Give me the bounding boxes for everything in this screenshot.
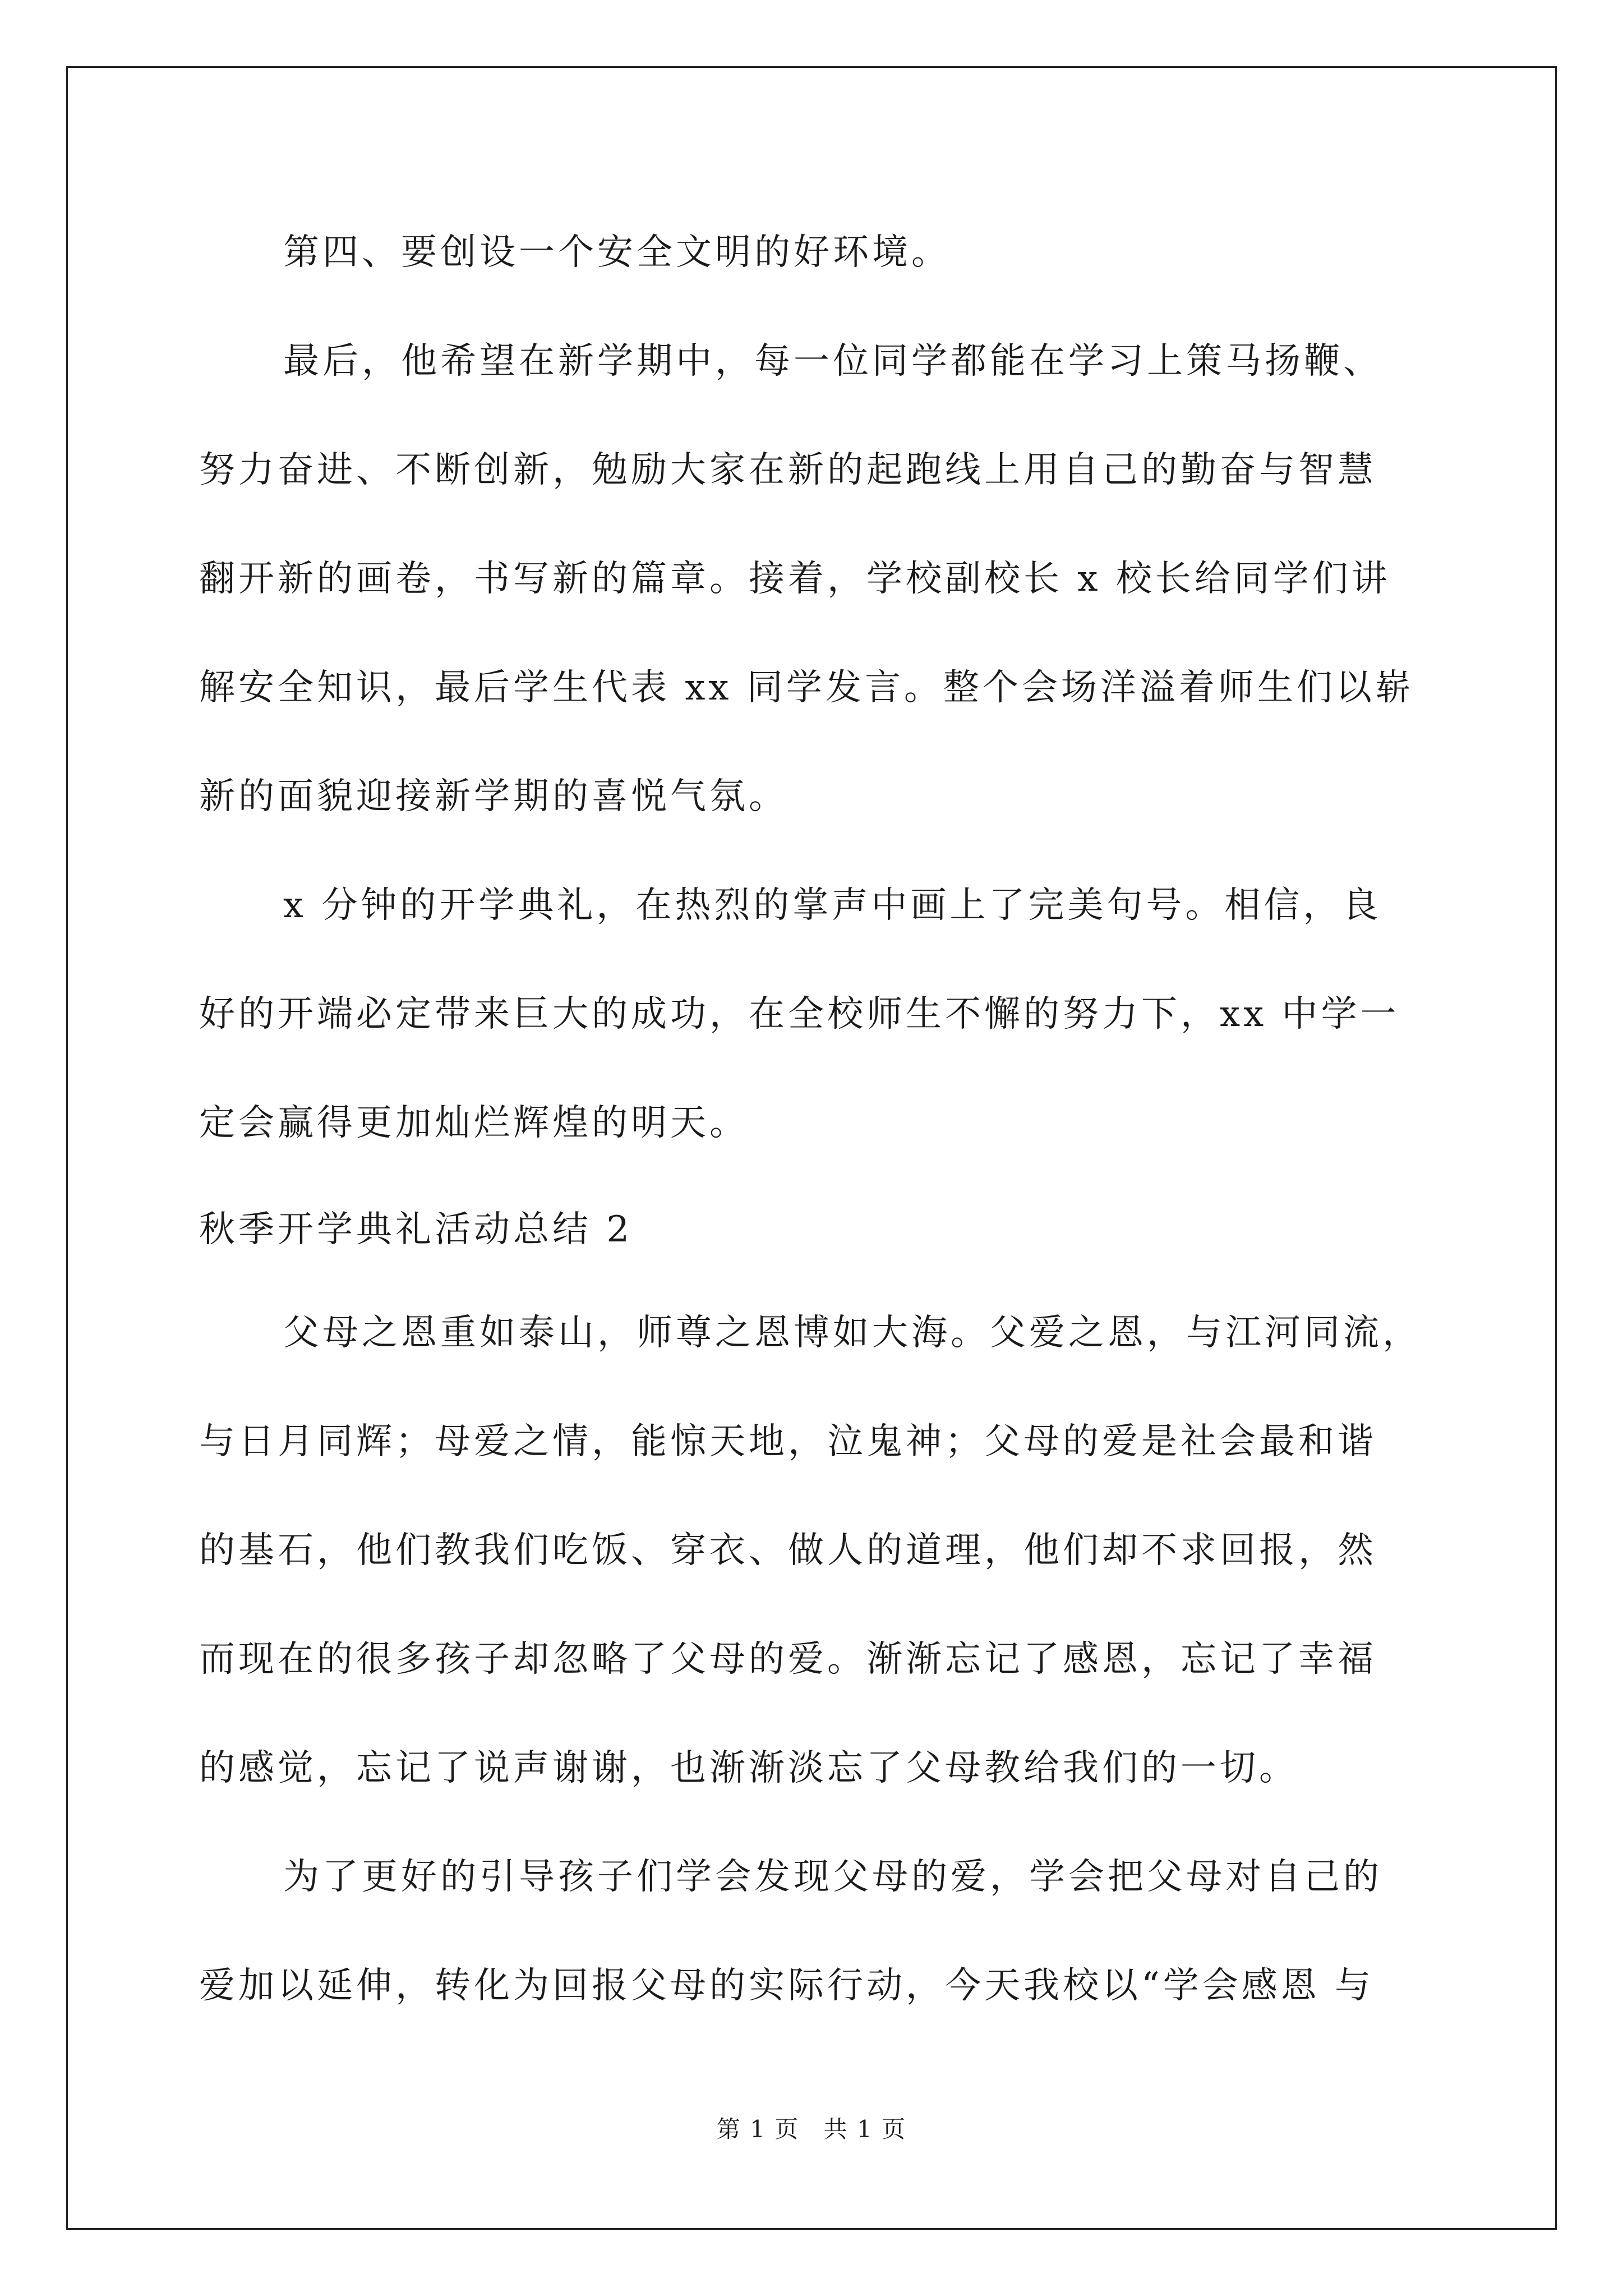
paragraph-line: 新的面貌迎接新学期的喜悦气氛。: [199, 776, 788, 817]
paragraph-line: 解安全知识，最后学生代表 xx 同学发言。整个会场洋溢着师生们以崭: [199, 667, 1414, 708]
page-border: [66, 66, 1557, 2230]
paragraph-line: 第四、要创设一个安全文明的好环境。: [283, 232, 951, 273]
paragraph-line: 为了更好的引导孩子们学会发现父母的爱，学会把父母对自己的: [283, 1856, 1382, 1898]
paragraph-line: x 分钟的开学典礼，在热烈的掌声中画上了完美句号。相信，良: [283, 885, 1382, 926]
paragraph-line: 与日月同辉；母爱之情，能惊天地，泣鬼神；父母的爱是社会最和谐: [199, 1421, 1377, 1462]
page-footer: [0, 2111, 1623, 2145]
section-heading: 秋季开学典礼活动总结 2: [199, 1209, 633, 1250]
paragraph-line: 的感觉，忘记了说声谢谢，也渐渐淡忘了父母教给我们的一切。: [199, 1747, 1298, 1789]
paragraph-line: 父母之恩重如泰山，师尊之恩博如大海。父爱之恩，与江河同流，: [283, 1312, 1422, 1354]
paragraph-line: 定会赢得更加灿烂辉煌的明天。: [199, 1102, 749, 1144]
paragraph-line: 翻开新的画卷，书写新的篇章。接着，学校副校长 x 校长给同学们讲: [199, 558, 1391, 600]
paragraph-line: 的基石，他们教我们吃饭、穿衣、做人的道理，他们却不求回报，然: [199, 1530, 1377, 1571]
paragraph-line: 而现在的很多孩子却忽略了父母的爱。渐渐忘记了感恩，忘记了幸福: [199, 1639, 1377, 1680]
page-total: 共 1 页: [823, 2115, 907, 2143]
paragraph-line: 最后，他希望在新学期中，每一位同学都能在学习上策马扬鞭、: [283, 341, 1382, 382]
paragraph-line: 好的开端必定带来巨大的成功，在全校师生不懈的努力下，xx 中学一: [199, 993, 1400, 1035]
paragraph-line: 爱加以延伸，转化为回报父母的实际行动，今天我校以“学会感恩 与: [199, 1965, 1375, 2007]
page-number: 第 1 页: [716, 2115, 800, 2143]
paragraph-line: 努力奋进、不断创新，勉励大家在新的起跑线上用自己的勤奋与智慧: [199, 449, 1377, 491]
